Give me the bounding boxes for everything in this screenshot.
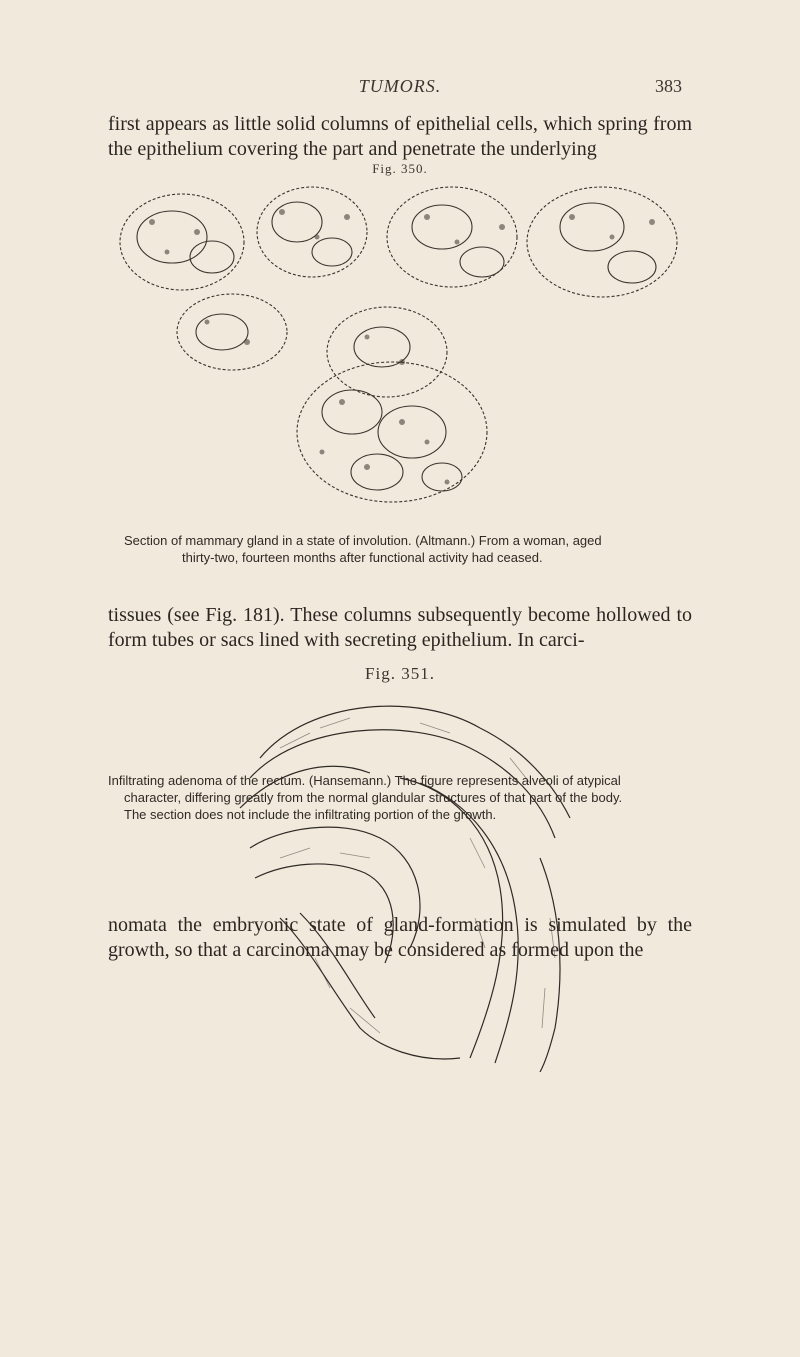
running-head (0, 76, 800, 100)
figure-350-caption-line2: thirty-two, fourteen months after functional activity had ceased. (182, 550, 543, 565)
body-paragraph-top: first appears as little solid columns of epithelial cells, which spring from the epithelium covering the part and penetrate the underlying (108, 113, 692, 160)
body-paragraph-bottom: nomata the embryonic state of gland-formation is simulated by the growth, so that a carcinoma may be considered as formed upon the (108, 914, 692, 961)
figure-351-caption (108, 772, 692, 823)
figure-351-caption-line3: The section does not include the infiltrating portion of the growth. (124, 807, 497, 822)
body-paragraph-mid: tissues (see Fig. 181). These columns subsequently become hollowed to form tubes or sacs lined with secreting epithelium. In carci- (108, 604, 692, 651)
figure-350-caption-line1: Section of mammary gland in a state of involution. (Altmann.) From a woman, aged (124, 533, 602, 548)
figure-351-label: Fig. 351. (365, 664, 435, 683)
figure-351-caption-line1: Infiltrating adenoma of the rectum. (Hansemann.) The figure represents alveoli of atypical (108, 773, 621, 788)
page-number: 383 (655, 76, 682, 96)
figure-350-label: Fig. 350. (372, 161, 428, 176)
figure-351-illustration (220, 688, 600, 1072)
running-title: TUMORS. (358, 76, 442, 96)
figure-351-caption-line2: character, differing greatly from the normal glandular structures of that part of the body. (124, 790, 623, 805)
figure-350-illustration (112, 182, 692, 520)
figure-350-caption (108, 532, 692, 566)
